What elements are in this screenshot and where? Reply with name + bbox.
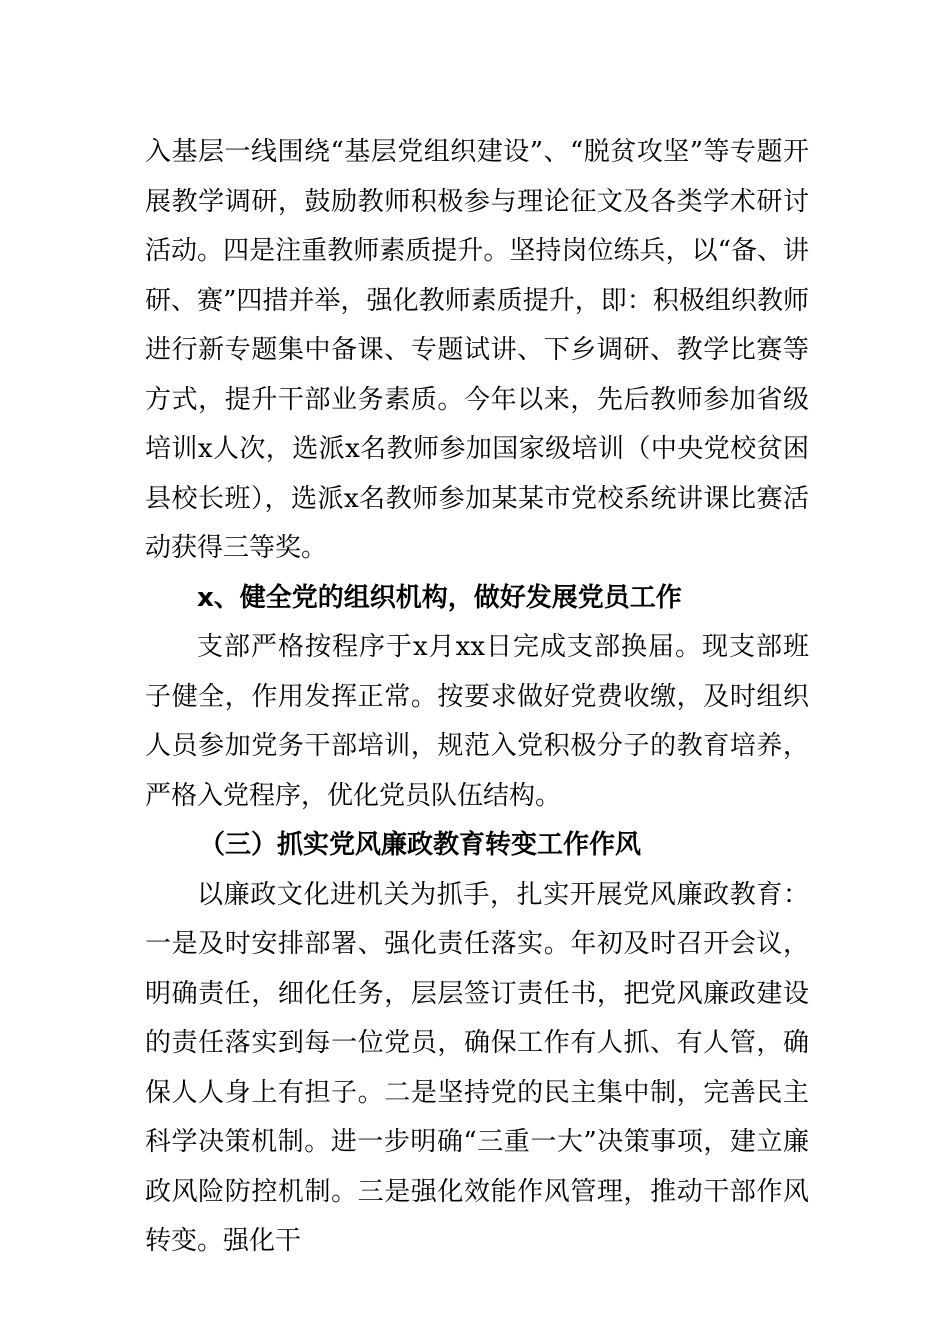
section-heading-integrity-education: （三）抓实党风廉政教育转变工作作风	[199, 830, 642, 860]
subsection-heading-party-organization: x、健全党的组织机构，做好发展党员工作	[197, 582, 682, 613]
body-paragraph-integrity: 以廉政文化进机关为抓手，扎实开展党风廉政教育：一是及时安排部署、强化责任落实。年初及时召开会议，明确责任，细化任务，层层签订责任书，把党风廉政建设的责任落实到每一位党员，确保工作有人抓、有人管，确保人人身上有担子。二是坚持党的民主集中制，完善民主科学决策机制。进一步明确“三重一大”决策事项，建立廉政风险防控机制。三是强化效能作风管理，推动干部作风转变。强化干	[145, 879, 809, 1256]
document-body	[145, 128, 809, 1267]
body-paragraph-branch: 支部严格按程序于x月xx日完成支部换届。现支部班子健全，作用发挥正常。按要求做好党费收缴，及时组织人员参加党务干部培训，规范入党积极分子的教育培养，严格入党程序，优化党员队伍结构。	[145, 632, 809, 811]
body-paragraph-teaching: 入基层一线围绕“基层党组织建设”、“脱贫攻坚”等专题开展教学调研，鼓励教师积极参与理论征文及各类学术研讨活动。四是注重教师素质提升。坚持岗位练兵，以“备、讲研、赛”四措并举，强化教师素质提升，即：积极组织教师进行新专题集中备课、专题试讲、下乡调研、教学比赛等方式，提升干部业务素质。今年以来，先后教师参加省级培训x人次，选派x名教师参加国家级培训（中央党校贫困县校长班），选派x名教师参加某某市党校系统讲课比赛活动获得三等奖。	[145, 137, 809, 563]
